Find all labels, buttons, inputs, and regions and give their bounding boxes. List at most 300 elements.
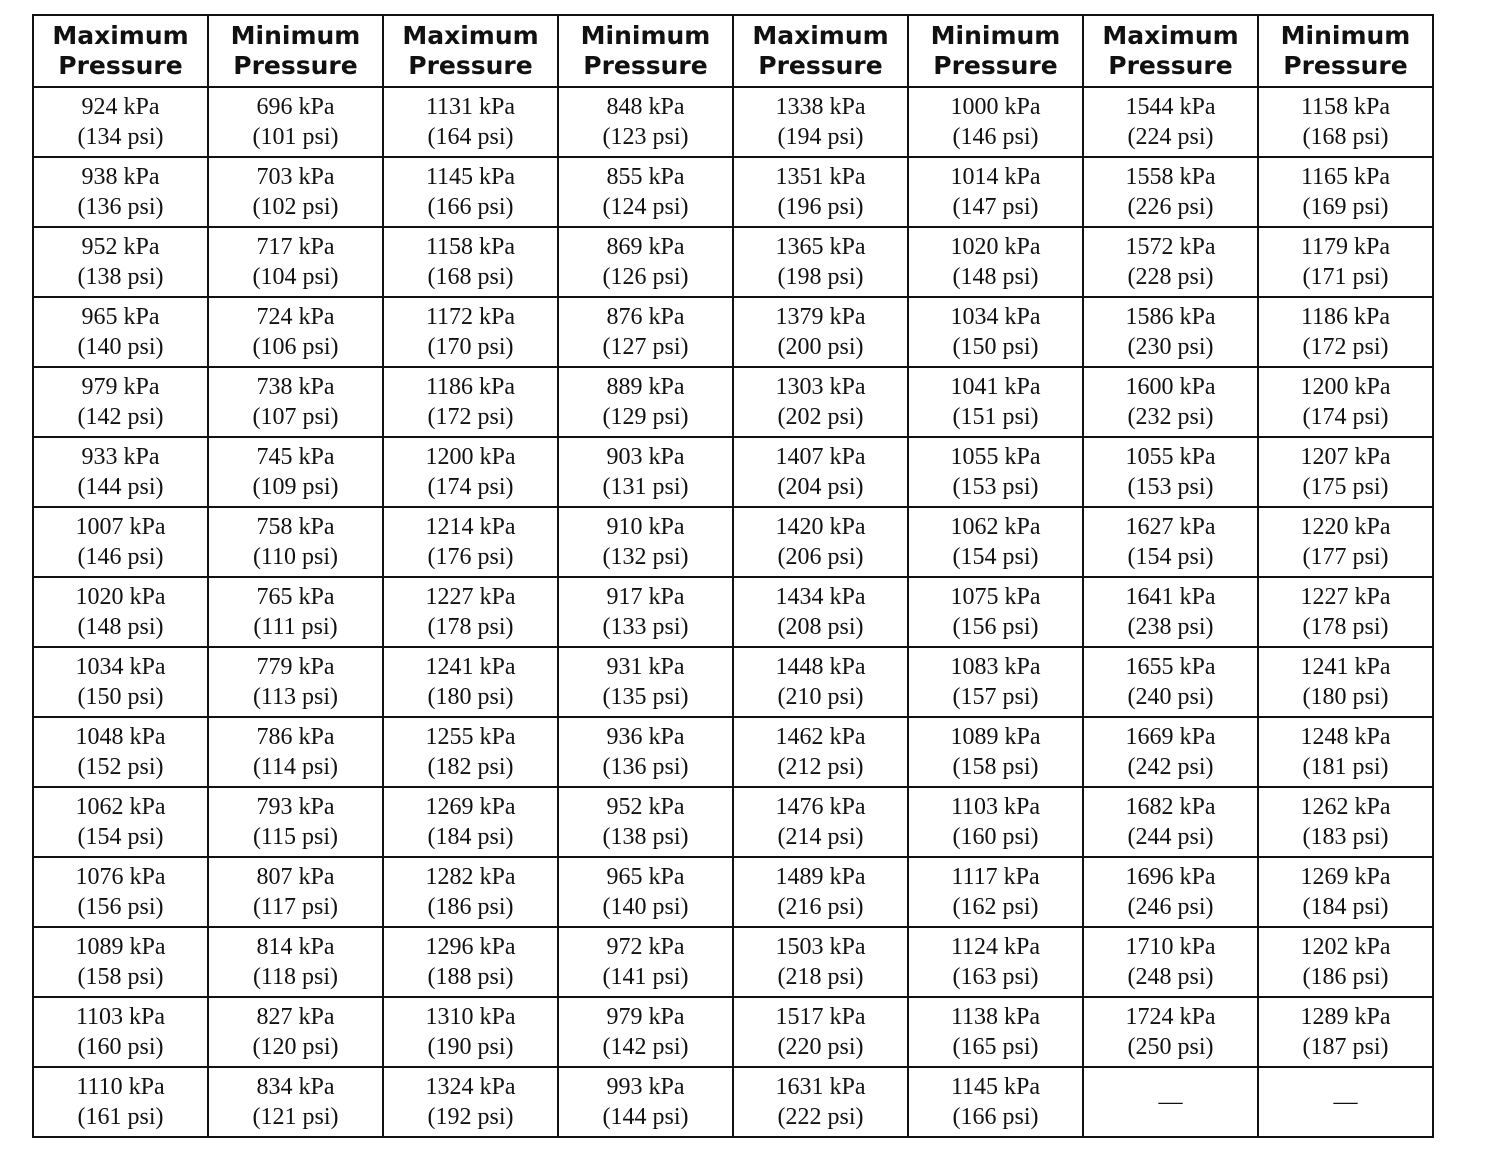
table-cell — [383, 717, 558, 787]
table-row — [33, 87, 1433, 157]
cell-secondary-value: (174 psi) — [1302, 404, 1389, 430]
cell-secondary-value: (204 psi) — [777, 474, 864, 500]
table-cell — [33, 437, 208, 507]
cell-primary-value: 979 kPa — [81, 374, 160, 400]
cell-primary-value: 1165 kPa — [1300, 164, 1391, 190]
cell-secondary-value: (242 psi) — [1127, 754, 1214, 780]
table-cell — [383, 997, 558, 1067]
table-cell — [1258, 647, 1433, 717]
table-cell — [383, 507, 558, 577]
cell-primary-value: 1248 kPa — [1300, 724, 1391, 750]
table-row — [33, 857, 1433, 927]
cell-secondary-value: (144 psi) — [602, 1104, 689, 1130]
cell-primary-value: 1476 kPa — [775, 794, 866, 820]
table-cell — [383, 577, 558, 647]
cell-primary-value: 1365 kPa — [775, 234, 866, 260]
cell-secondary-value: (161 psi) — [77, 1104, 164, 1130]
cell-primary-value: 1089 kPa — [950, 724, 1041, 750]
table-cell — [208, 87, 383, 157]
table-cell — [1083, 1067, 1258, 1137]
cell-secondary-value: (186 psi) — [1302, 964, 1389, 990]
cell-secondary-value: (183 psi) — [1302, 824, 1389, 850]
cell-primary-value: 1241 kPa — [1300, 654, 1391, 680]
cell-secondary-value: (160 psi) — [77, 1034, 164, 1060]
cell-primary-value: 1724 kPa — [1125, 1004, 1216, 1030]
table-cell — [1083, 997, 1258, 1067]
cell-secondary-value: (228 psi) — [1127, 264, 1214, 290]
table-cell — [208, 857, 383, 927]
cell-primary-value: 1655 kPa — [1125, 654, 1216, 680]
cell-primary-value: 1324 kPa — [425, 1074, 516, 1100]
cell-secondary-value: (144 psi) — [77, 474, 164, 500]
table-cell — [1083, 157, 1258, 227]
table-cell — [733, 367, 908, 437]
table-cell — [33, 1067, 208, 1137]
table-cell — [208, 787, 383, 857]
cell-secondary-value: (132 psi) — [602, 544, 689, 570]
table-cell — [908, 717, 1083, 787]
table-cell — [558, 927, 733, 997]
cell-primary-value: 1214 kPa — [425, 514, 516, 540]
table-cell — [1258, 997, 1433, 1067]
cell-secondary-value: (166 psi) — [427, 194, 514, 220]
cell-secondary-value: (214 psi) — [777, 824, 864, 850]
cell-primary-value: 1145 kPa — [425, 164, 516, 190]
cell-primary-value: 717 kPa — [256, 234, 335, 260]
table-cell — [1258, 1067, 1433, 1137]
table-cell — [908, 507, 1083, 577]
table-cell — [33, 997, 208, 1067]
table-cell — [1083, 647, 1258, 717]
cell-primary-value: 1020 kPa — [75, 584, 166, 610]
cell-primary-value: 807 kPa — [256, 864, 335, 890]
table-cell — [908, 857, 1083, 927]
cell-primary-value: 869 kPa — [606, 234, 685, 260]
table-row — [33, 1067, 1433, 1137]
cell-primary-value: 1269 kPa — [1300, 864, 1391, 890]
cell-secondary-value: (154 psi) — [1127, 544, 1214, 570]
cell-secondary-value: (180 psi) — [1302, 684, 1389, 710]
cell-primary-value: 1131 kPa — [425, 94, 516, 120]
cell-secondary-value: (153 psi) — [1127, 474, 1214, 500]
cell-primary-value: 1241 kPa — [425, 654, 516, 680]
cell-secondary-value: (150 psi) — [77, 684, 164, 710]
cell-secondary-value: (142 psi) — [77, 404, 164, 430]
cell-primary-value: 1220 kPa — [1300, 514, 1391, 540]
cell-primary-value: 1034 kPa — [950, 304, 1041, 330]
table-cell — [33, 577, 208, 647]
cell-primary-value: 938 kPa — [81, 164, 160, 190]
cell-secondary-value: (146 psi) — [952, 124, 1039, 150]
table-cell — [1083, 857, 1258, 927]
table-cell — [33, 927, 208, 997]
cell-secondary-value: (142 psi) — [602, 1034, 689, 1060]
table-cell — [1258, 87, 1433, 157]
cell-primary-value: 1303 kPa — [775, 374, 866, 400]
cell-secondary-value: (208 psi) — [777, 614, 864, 640]
cell-primary-value: 1062 kPa — [950, 514, 1041, 540]
cell-secondary-value: (118 psi) — [252, 964, 339, 990]
cell-primary-value: 703 kPa — [256, 164, 335, 190]
cell-secondary-value: (102 psi) — [252, 194, 339, 220]
cell-secondary-value: (170 psi) — [427, 334, 514, 360]
cell-primary-value: 1379 kPa — [775, 304, 866, 330]
cell-primary-value: 1083 kPa — [950, 654, 1041, 680]
cell-primary-value: 1103 kPa — [75, 1004, 166, 1030]
cell-primary-value: 1124 kPa — [950, 934, 1041, 960]
header-row — [33, 15, 1433, 87]
table-cell — [208, 227, 383, 297]
cell-primary-value: 952 kPa — [81, 234, 160, 260]
table-cell — [1083, 577, 1258, 647]
cell-secondary-value: (164 psi) — [427, 124, 514, 150]
column-header: Minimum Pressure — [1258, 15, 1433, 87]
table-cell — [1083, 507, 1258, 577]
cell-primary-value: 1351 kPa — [775, 164, 866, 190]
cell-primary-value: 696 kPa — [256, 94, 335, 120]
cell-secondary-value: (232 psi) — [1127, 404, 1214, 430]
table-cell — [383, 367, 558, 437]
cell-primary-value: 1696 kPa — [1125, 864, 1216, 890]
cell-secondary-value: (222 psi) — [777, 1104, 864, 1130]
cell-secondary-value: (147 psi) — [952, 194, 1039, 220]
table-cell — [908, 647, 1083, 717]
cell-primary-value: 1631 kPa — [775, 1074, 866, 1100]
cell-primary-value: 889 kPa — [606, 374, 685, 400]
cell-secondary-value: (226 psi) — [1127, 194, 1214, 220]
table-cell — [558, 507, 733, 577]
table-cell — [908, 787, 1083, 857]
cell-primary-value: 1269 kPa — [425, 794, 516, 820]
table-cell — [558, 787, 733, 857]
cell-primary-value: 1076 kPa — [75, 864, 166, 890]
table-cell — [1258, 577, 1433, 647]
cell-primary-value: 1186 kPa — [425, 374, 516, 400]
table-cell — [733, 647, 908, 717]
cell-secondary-value: (240 psi) — [1127, 684, 1214, 710]
cell-primary-value: 1262 kPa — [1300, 794, 1391, 820]
cell-primary-value: 1448 kPa — [775, 654, 866, 680]
table-cell — [733, 227, 908, 297]
table-cell — [1083, 367, 1258, 437]
cell-primary-value: 876 kPa — [606, 304, 685, 330]
cell-primary-value: 1434 kPa — [775, 584, 866, 610]
cell-primary-value: 1172 kPa — [425, 304, 516, 330]
column-header: Maximum Pressure — [33, 15, 208, 87]
pressure-table-container — [32, 14, 1434, 1138]
cell-secondary-value: (107 psi) — [252, 404, 339, 430]
cell-primary-value: 1110 kPa — [76, 1074, 165, 1100]
table-cell — [733, 577, 908, 647]
cell-primary-value: 1186 kPa — [1300, 304, 1391, 330]
table-cell — [33, 507, 208, 577]
cell-secondary-value: (138 psi) — [77, 264, 164, 290]
column-header: Maximum Pressure — [1083, 15, 1258, 87]
table-row — [33, 297, 1433, 367]
cell-secondary-value: (113 psi) — [252, 684, 339, 710]
cell-primary-value: 1200 kPa — [1300, 374, 1391, 400]
cell-primary-value: 786 kPa — [256, 724, 335, 750]
cell-secondary-value: (184 psi) — [427, 824, 514, 850]
table-cell — [208, 577, 383, 647]
table-body — [33, 87, 1433, 1137]
cell-primary-value: 1420 kPa — [775, 514, 866, 540]
cell-primary-value: 1034 kPa — [75, 654, 166, 680]
cell-secondary-value: (115 psi) — [252, 824, 339, 850]
table-cell — [208, 927, 383, 997]
table-cell — [733, 857, 908, 927]
cell-primary-value: 1227 kPa — [425, 584, 516, 610]
table-cell — [558, 857, 733, 927]
cell-secondary-value: (250 psi) — [1127, 1034, 1214, 1060]
cell-secondary-value: (184 psi) — [1302, 894, 1389, 920]
cell-primary-value: 1289 kPa — [1300, 1004, 1391, 1030]
cell-primary-value: 972 kPa — [606, 934, 685, 960]
cell-secondary-value: (117 psi) — [252, 894, 339, 920]
cell-secondary-value: (104 psi) — [252, 264, 339, 290]
cell-primary-value: 1000 kPa — [950, 94, 1041, 120]
cell-primary-value: 965 kPa — [606, 864, 685, 890]
cell-secondary-value: (106 psi) — [252, 334, 339, 360]
cell-secondary-value: (110 psi) — [252, 544, 339, 570]
table-cell — [1083, 437, 1258, 507]
cell-primary-value: 1055 kPa — [1125, 444, 1216, 470]
cell-secondary-value: (186 psi) — [427, 894, 514, 920]
table-cell — [1258, 717, 1433, 787]
cell-primary-value: 1296 kPa — [425, 934, 516, 960]
table-header — [33, 15, 1433, 87]
cell-secondary-value: (156 psi) — [952, 614, 1039, 640]
cell-secondary-value: (216 psi) — [777, 894, 864, 920]
cell-secondary-value: (168 psi) — [427, 264, 514, 290]
column-header: Minimum Pressure — [208, 15, 383, 87]
cell-primary-value: 827 kPa — [256, 1004, 335, 1030]
table-row — [33, 367, 1433, 437]
cell-secondary-value: (124 psi) — [602, 194, 689, 220]
table-cell — [733, 997, 908, 1067]
cell-secondary-value: (178 psi) — [1302, 614, 1389, 640]
cell-secondary-value: (156 psi) — [77, 894, 164, 920]
table-cell — [733, 87, 908, 157]
cell-secondary-value: (136 psi) — [77, 194, 164, 220]
table-cell — [33, 157, 208, 227]
cell-secondary-value: (166 psi) — [952, 1104, 1039, 1130]
table-cell — [383, 297, 558, 367]
cell-secondary-value: (120 psi) — [252, 1034, 339, 1060]
table-cell — [733, 437, 908, 507]
table-cell — [733, 927, 908, 997]
cell-primary-value: 1282 kPa — [425, 864, 516, 890]
cell-secondary-value: (150 psi) — [952, 334, 1039, 360]
table-cell — [908, 927, 1083, 997]
cell-primary-value: 1117 kPa — [951, 864, 1040, 890]
cell-secondary-value: (181 psi) — [1302, 754, 1389, 780]
cell-primary-value: 910 kPa — [606, 514, 685, 540]
table-row — [33, 507, 1433, 577]
cell-secondary-value: (135 psi) — [602, 684, 689, 710]
table-cell — [558, 157, 733, 227]
cell-primary-value: — — [1333, 1089, 1358, 1115]
cell-primary-value: 1158 kPa — [1300, 94, 1391, 120]
cell-primary-value: 1020 kPa — [950, 234, 1041, 260]
table-cell — [1083, 787, 1258, 857]
table-cell — [1083, 297, 1258, 367]
table-cell — [1258, 157, 1433, 227]
cell-secondary-value: (180 psi) — [427, 684, 514, 710]
cell-secondary-value: (192 psi) — [427, 1104, 514, 1130]
table-cell — [1258, 437, 1433, 507]
cell-primary-value: 1669 kPa — [1125, 724, 1216, 750]
table-cell — [208, 437, 383, 507]
cell-secondary-value: (154 psi) — [952, 544, 1039, 570]
cell-primary-value: 1255 kPa — [425, 724, 516, 750]
cell-primary-value: 834 kPa — [256, 1074, 335, 1100]
table-cell — [558, 87, 733, 157]
cell-primary-value: 1586 kPa — [1125, 304, 1216, 330]
cell-secondary-value: (151 psi) — [952, 404, 1039, 430]
cell-primary-value: 1544 kPa — [1125, 94, 1216, 120]
table-cell — [1258, 857, 1433, 927]
cell-secondary-value: (148 psi) — [77, 614, 164, 640]
table-cell — [208, 507, 383, 577]
cell-secondary-value: (178 psi) — [427, 614, 514, 640]
cell-secondary-value: (111 psi) — [253, 614, 338, 640]
cell-secondary-value: (109 psi) — [252, 474, 339, 500]
cell-secondary-value: (126 psi) — [602, 264, 689, 290]
cell-primary-value: 855 kPa — [606, 164, 685, 190]
table-cell — [1083, 717, 1258, 787]
cell-secondary-value: (146 psi) — [77, 544, 164, 570]
cell-primary-value: 1062 kPa — [75, 794, 166, 820]
cell-secondary-value: (200 psi) — [777, 334, 864, 360]
cell-primary-value: 917 kPa — [606, 584, 685, 610]
table-row — [33, 717, 1433, 787]
cell-primary-value: 1641 kPa — [1125, 584, 1216, 610]
table-cell — [383, 787, 558, 857]
table-cell — [383, 857, 558, 927]
cell-primary-value: 993 kPa — [606, 1074, 685, 1100]
cell-primary-value: 745 kPa — [256, 444, 335, 470]
table-cell — [908, 87, 1083, 157]
cell-secondary-value: (129 psi) — [602, 404, 689, 430]
cell-secondary-value: (248 psi) — [1127, 964, 1214, 990]
table-cell — [208, 1067, 383, 1137]
cell-secondary-value: (224 psi) — [1127, 124, 1214, 150]
cell-secondary-value: (188 psi) — [427, 964, 514, 990]
pressure-table — [32, 14, 1434, 1138]
table-cell — [383, 1067, 558, 1137]
table-row — [33, 787, 1433, 857]
cell-secondary-value: (218 psi) — [777, 964, 864, 990]
cell-secondary-value: (182 psi) — [427, 754, 514, 780]
cell-secondary-value: (123 psi) — [602, 124, 689, 150]
cell-secondary-value: (101 psi) — [252, 124, 339, 150]
table-cell — [208, 157, 383, 227]
cell-primary-value: 1103 kPa — [950, 794, 1041, 820]
cell-secondary-value: (157 psi) — [952, 684, 1039, 710]
cell-primary-value: 724 kPa — [256, 304, 335, 330]
table-cell — [1258, 787, 1433, 857]
cell-primary-value: 1489 kPa — [775, 864, 866, 890]
cell-primary-value: 1227 kPa — [1300, 584, 1391, 610]
table-cell — [208, 997, 383, 1067]
table-cell — [383, 437, 558, 507]
cell-primary-value: 1202 kPa — [1300, 934, 1391, 960]
cell-secondary-value: (172 psi) — [427, 404, 514, 430]
column-header: Maximum Pressure — [383, 15, 558, 87]
cell-primary-value: 1462 kPa — [775, 724, 866, 750]
column-header: Maximum Pressure — [733, 15, 908, 87]
table-row — [33, 577, 1433, 647]
cell-secondary-value: (127 psi) — [602, 334, 689, 360]
table-cell — [733, 1067, 908, 1137]
cell-secondary-value: (165 psi) — [952, 1034, 1039, 1060]
table-cell — [33, 367, 208, 437]
cell-primary-value: 1710 kPa — [1125, 934, 1216, 960]
cell-primary-value: 1145 kPa — [950, 1074, 1041, 1100]
cell-secondary-value: (121 psi) — [252, 1104, 339, 1130]
cell-secondary-value: (244 psi) — [1127, 824, 1214, 850]
column-header: Minimum Pressure — [558, 15, 733, 87]
cell-primary-value: 1089 kPa — [75, 934, 166, 960]
cell-primary-value: 1517 kPa — [775, 1004, 866, 1030]
cell-primary-value: 936 kPa — [606, 724, 685, 750]
cell-secondary-value: (202 psi) — [777, 404, 864, 430]
table-cell — [908, 227, 1083, 297]
cell-primary-value: 924 kPa — [81, 94, 160, 120]
table-cell — [383, 927, 558, 997]
cell-primary-value: 1014 kPa — [950, 164, 1041, 190]
cell-secondary-value: (140 psi) — [602, 894, 689, 920]
cell-primary-value: 848 kPa — [606, 94, 685, 120]
table-cell — [33, 227, 208, 297]
table-row — [33, 227, 1433, 297]
table-cell — [33, 87, 208, 157]
table-cell — [558, 647, 733, 717]
cell-primary-value: 1207 kPa — [1300, 444, 1391, 470]
table-cell — [1083, 227, 1258, 297]
cell-primary-value: 965 kPa — [81, 304, 160, 330]
table-cell — [908, 297, 1083, 367]
table-cell — [558, 997, 733, 1067]
table-cell — [1258, 227, 1433, 297]
cell-primary-value: 1310 kPa — [425, 1004, 516, 1030]
cell-primary-value: 1200 kPa — [425, 444, 516, 470]
table-cell — [558, 1067, 733, 1137]
cell-secondary-value: (194 psi) — [777, 124, 864, 150]
table-cell — [908, 157, 1083, 227]
table-cell — [208, 647, 383, 717]
cell-primary-value: 903 kPa — [606, 444, 685, 470]
cell-primary-value: 738 kPa — [256, 374, 335, 400]
table-cell — [1258, 297, 1433, 367]
table-cell — [208, 717, 383, 787]
table-cell — [1258, 927, 1433, 997]
cell-secondary-value: (168 psi) — [1302, 124, 1389, 150]
cell-secondary-value: (133 psi) — [602, 614, 689, 640]
table-row — [33, 647, 1433, 717]
table-cell — [558, 437, 733, 507]
cell-primary-value: 1138 kPa — [950, 1004, 1041, 1030]
cell-primary-value: 1055 kPa — [950, 444, 1041, 470]
column-header: Minimum Pressure — [908, 15, 1083, 87]
cell-secondary-value: (131 psi) — [602, 474, 689, 500]
table-cell — [908, 367, 1083, 437]
table-cell — [558, 717, 733, 787]
cell-primary-value: 814 kPa — [256, 934, 335, 960]
cell-primary-value: 765 kPa — [256, 584, 335, 610]
table-cell — [1258, 507, 1433, 577]
